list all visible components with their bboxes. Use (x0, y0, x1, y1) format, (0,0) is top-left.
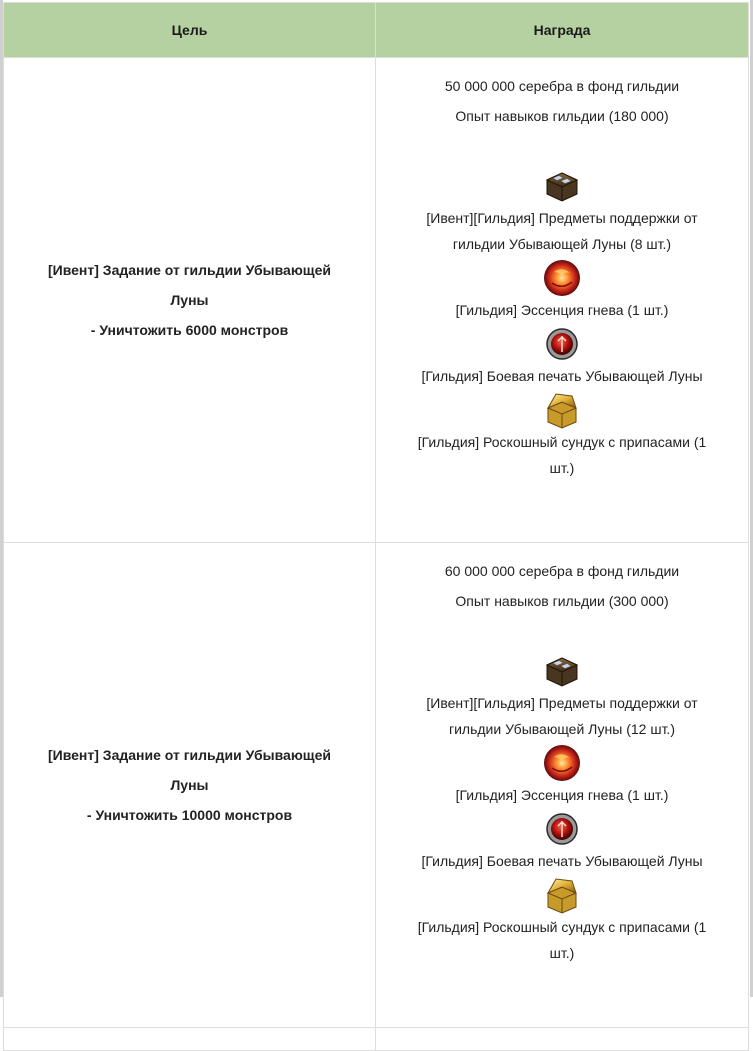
header-reward: Награда (376, 3, 749, 58)
reward-item-name: [Гильдия] Эссенция гнева (1 шт.) (455, 302, 669, 318)
reward-exp: Опыт навыков гильдии (300 000) (455, 593, 669, 609)
reward-cell (376, 1028, 749, 1051)
battle-seal-icon (542, 809, 582, 849)
header-goal: Цель (4, 3, 376, 58)
reward-item-name: [Гильдия] Боевая печать Убывающей Луны (421, 853, 703, 869)
reward-item-name: [Гильдия] Эссенция гнева (1 шт.) (455, 787, 669, 803)
support-chest-icon (542, 651, 582, 691)
table-row (4, 1028, 749, 1051)
reward-item-name: гильдии Убывающей Луны (8 шт.) (452, 236, 672, 252)
luxury-chest-icon (542, 390, 582, 430)
goal-cell (4, 543, 376, 1028)
reward-item-name: шт.) (549, 945, 575, 961)
goal-cell (4, 58, 376, 543)
reward-item-name: [Ивент][Гильдия] Предметы поддержки от (426, 210, 698, 226)
reward-item-name: [Ивент][Гильдия] Предметы поддержки от (426, 695, 698, 711)
luxury-chest-icon (542, 875, 582, 915)
support-chest-icon (542, 166, 582, 206)
table-header-row (4, 3, 749, 58)
rage-essence-icon (542, 743, 582, 783)
reward-item-name: [Гильдия] Роскошный сундук с припасами (1 (417, 434, 707, 450)
goal-line-1: [Ивент] Задание от гильдии Убывающей (48, 262, 331, 278)
goal-line-2: Луны (170, 292, 209, 308)
rewards-table (3, 2, 749, 1051)
reward-item-name: шт.) (549, 460, 575, 476)
reward-item-name: [Гильдия] Боевая печать Убывающей Луны (421, 368, 703, 384)
battle-seal-icon (542, 324, 582, 364)
goal-line-2: Луны (170, 777, 209, 793)
reward-item-name: гильдии Убывающей Луны (12 шт.) (449, 721, 675, 737)
reward-cell (376, 543, 749, 1028)
reward-silver: 60 000 000 серебра в фонд гильдии (444, 563, 680, 579)
reward-exp: Опыт навыков гильдии (180 000) (455, 108, 669, 124)
reward-silver: 50 000 000 серебра в фонд гильдии (444, 78, 680, 94)
rage-essence-icon (542, 258, 582, 298)
reward-item-name: [Гильдия] Роскошный сундук с припасами (1 (417, 919, 707, 935)
table-row (4, 58, 749, 543)
goal-cell (4, 1028, 376, 1051)
table-row (4, 543, 749, 1028)
goal-line-3: - Уничтожить 6000 монстров (90, 322, 289, 338)
goal-line-1: [Ивент] Задание от гильдии Убывающей (48, 747, 331, 763)
goal-line-3: - Уничтожить 10000 монстров (86, 807, 293, 823)
reward-cell (376, 58, 749, 543)
